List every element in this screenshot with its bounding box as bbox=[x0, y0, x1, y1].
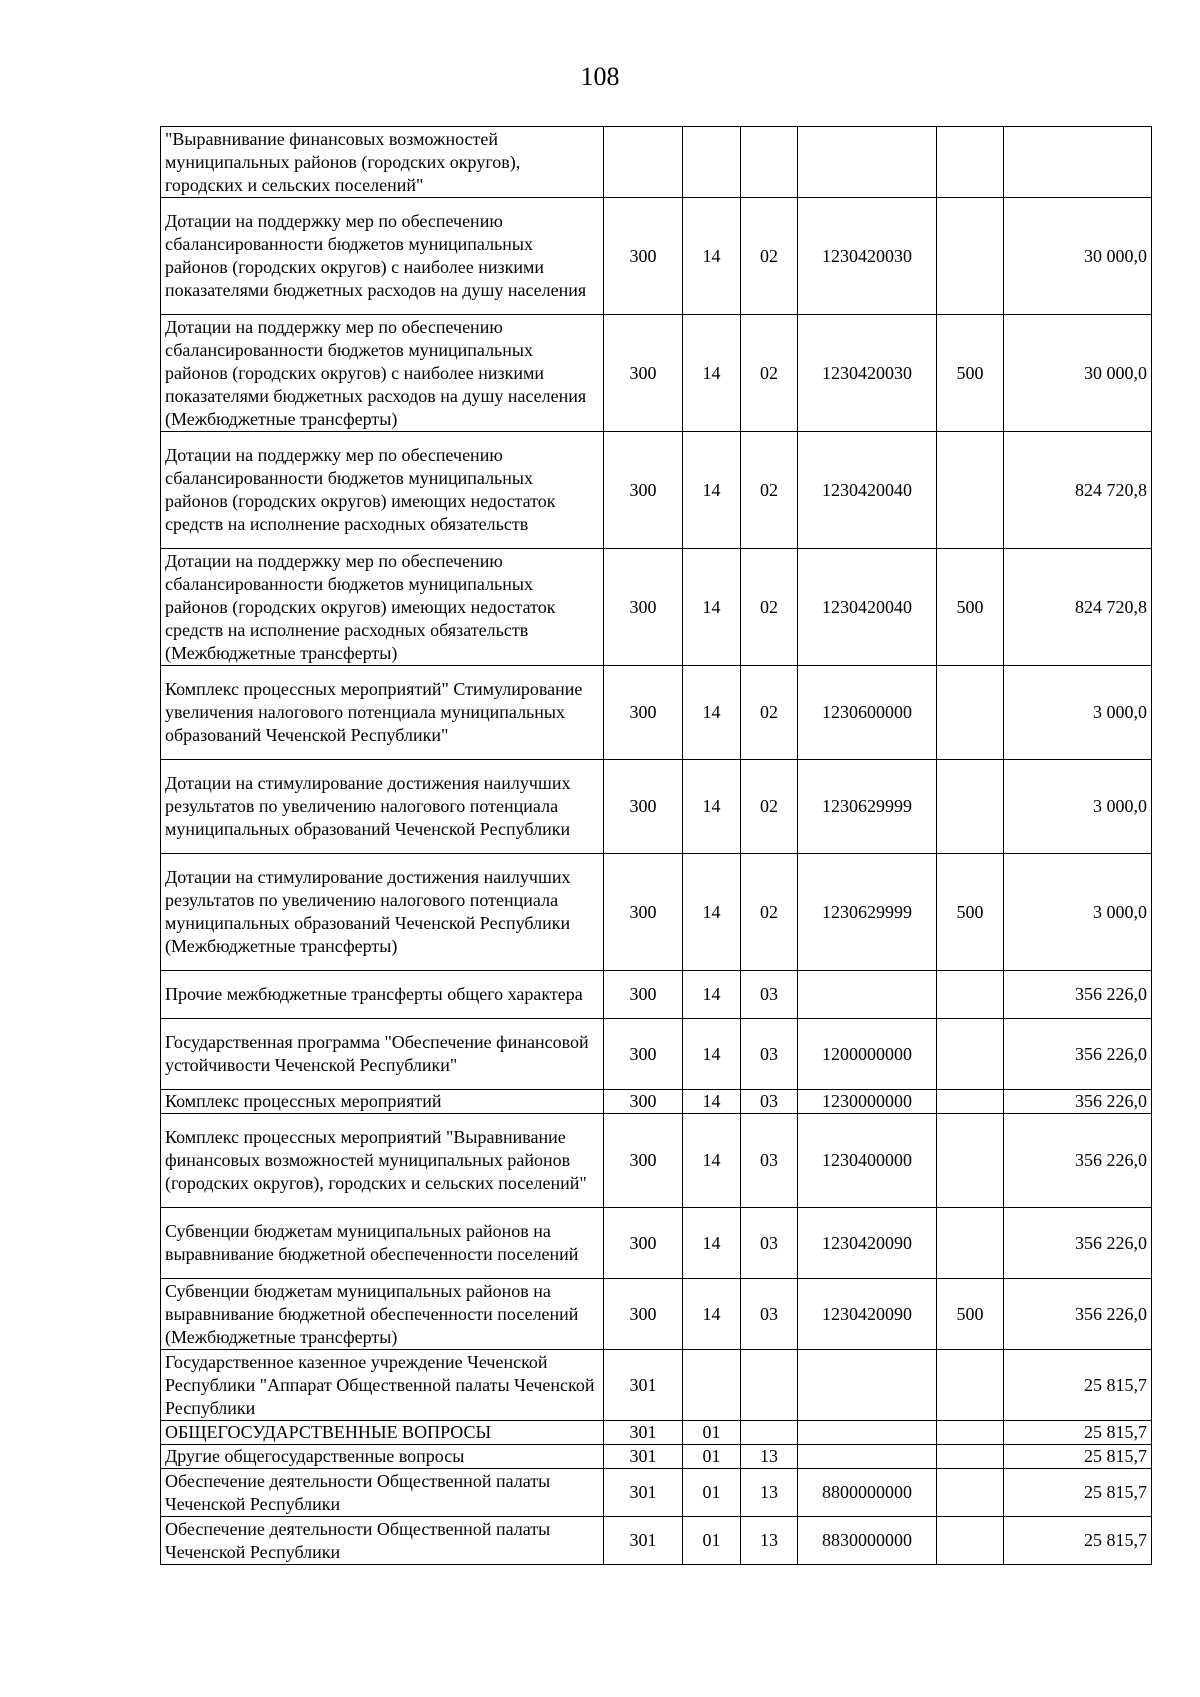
row-sum-cell: 30 000,0 bbox=[1004, 198, 1152, 315]
row-csr-cell bbox=[798, 971, 937, 1019]
row-ved-cell: 300 bbox=[604, 1279, 683, 1350]
row-csr-cell: 1230420030 bbox=[798, 315, 937, 432]
row-name-cell: Субвенции бюджетам муниципальных районов на выравнивание бюджетной обеспеченности поселений (Межбюджетные трансферты) bbox=[161, 1279, 604, 1350]
row-pr-cell: 13 bbox=[741, 1445, 798, 1469]
row-name-cell: Комплекс процессных мероприятий bbox=[161, 1090, 604, 1114]
row-rz-cell: 14 bbox=[683, 854, 741, 971]
table-row bbox=[161, 127, 1152, 198]
table-row bbox=[161, 432, 1152, 549]
row-csr-cell: 8800000000 bbox=[798, 1469, 937, 1517]
row-name-cell: Субвенции бюджетам муниципальных районов на выравнивание бюджетной обеспеченности поселений bbox=[161, 1208, 604, 1279]
row-csr-cell: 1230420040 bbox=[798, 432, 937, 549]
row-sum-cell: 3 000,0 bbox=[1004, 854, 1152, 971]
row-sum-cell: 356 226,0 bbox=[1004, 971, 1152, 1019]
row-csr-cell: 1230420090 bbox=[798, 1208, 937, 1279]
row-name-cell: Дотации на стимулирование достижения наилучших результатов по увеличению налогового потенциала муниципальных образований Чеченской Республики bbox=[161, 760, 604, 854]
row-name-cell: Комплекс процессных мероприятий "Выравнивание финансовых возможностей муниципальных районов (городских округов), городских и сельских поселений" bbox=[161, 1114, 604, 1208]
row-rz-cell: 14 bbox=[683, 432, 741, 549]
row-vr-cell bbox=[937, 1350, 1004, 1421]
row-name-cell: Комплекс процессных мероприятий" Стимулирование увеличения налогового потенциала муниципальных образований Чеченской Республики" bbox=[161, 666, 604, 760]
row-sum-cell: 824 720,8 bbox=[1004, 549, 1152, 666]
row-csr-cell: 1230000000 bbox=[798, 1090, 937, 1114]
row-name-cell: Другие общегосударственные вопросы bbox=[161, 1445, 604, 1469]
row-pr-cell: 13 bbox=[741, 1469, 798, 1517]
row-ved-cell: 300 bbox=[604, 971, 683, 1019]
row-rz-cell: 01 bbox=[683, 1421, 741, 1445]
row-rz-cell: 14 bbox=[683, 760, 741, 854]
row-ved-cell: 300 bbox=[604, 432, 683, 549]
row-name-cell: Обеспечение деятельности Общественной палаты Чеченской Республики bbox=[161, 1469, 604, 1517]
row-name-cell: Дотации на поддержку мер по обеспечению сбалансированности бюджетов муниципальных районов (городских округов) имеющих недостаток средств на исполнение расходных обязательств (Межбюджетные трансферты) bbox=[161, 549, 604, 666]
row-ved-cell: 300 bbox=[604, 1208, 683, 1279]
row-rz-cell: 14 bbox=[683, 549, 741, 666]
row-pr-cell: 02 bbox=[741, 432, 798, 549]
row-rz-cell: 14 bbox=[683, 1279, 741, 1350]
row-rz-cell: 14 bbox=[683, 198, 741, 315]
row-csr-cell bbox=[798, 1421, 937, 1445]
row-csr-cell: 1230600000 bbox=[798, 666, 937, 760]
row-vr-cell bbox=[937, 760, 1004, 854]
table-row bbox=[161, 315, 1152, 432]
row-sum-cell: 356 226,0 bbox=[1004, 1279, 1152, 1350]
table-row bbox=[161, 549, 1152, 666]
row-csr-cell bbox=[798, 1445, 937, 1469]
table-row bbox=[161, 1350, 1152, 1421]
row-vr-cell bbox=[937, 1445, 1004, 1469]
row-pr-cell: 03 bbox=[741, 1019, 798, 1090]
row-sum-cell: 25 815,7 bbox=[1004, 1350, 1152, 1421]
row-pr-cell: 02 bbox=[741, 549, 798, 666]
row-csr-cell: 1230420040 bbox=[798, 549, 937, 666]
row-ved-cell: 301 bbox=[604, 1421, 683, 1445]
row-csr-cell bbox=[798, 1350, 937, 1421]
table-row bbox=[161, 1019, 1152, 1090]
row-ved-cell: 301 bbox=[604, 1350, 683, 1421]
table-row bbox=[161, 971, 1152, 1019]
table-row bbox=[161, 760, 1152, 854]
row-vr-cell bbox=[937, 1090, 1004, 1114]
row-sum-cell: 3 000,0 bbox=[1004, 666, 1152, 760]
row-pr-cell: 02 bbox=[741, 666, 798, 760]
row-name-cell: Обеспечение деятельности Общественной палаты Чеченской Республики bbox=[161, 1517, 604, 1565]
row-sum-cell: 3 000,0 bbox=[1004, 760, 1152, 854]
row-sum-cell bbox=[1004, 127, 1152, 198]
row-sum-cell: 824 720,8 bbox=[1004, 432, 1152, 549]
row-pr-cell: 02 bbox=[741, 198, 798, 315]
table-row bbox=[161, 1469, 1152, 1517]
row-vr-cell bbox=[937, 1517, 1004, 1565]
row-vr-cell: 500 bbox=[937, 315, 1004, 432]
row-vr-cell bbox=[937, 198, 1004, 315]
row-vr-cell bbox=[937, 127, 1004, 198]
row-ved-cell: 301 bbox=[604, 1517, 683, 1565]
row-name-cell: Государственная программа "Обеспечение финансовой устойчивости Чеченской Республики" bbox=[161, 1019, 604, 1090]
row-csr-cell: 1230629999 bbox=[798, 854, 937, 971]
row-pr-cell: 02 bbox=[741, 854, 798, 971]
row-ved-cell: 300 bbox=[604, 315, 683, 432]
row-rz-cell: 01 bbox=[683, 1469, 741, 1517]
row-ved-cell: 300 bbox=[604, 1090, 683, 1114]
row-vr-cell: 500 bbox=[937, 854, 1004, 971]
table-row bbox=[161, 666, 1152, 760]
row-pr-cell: 02 bbox=[741, 760, 798, 854]
row-vr-cell bbox=[937, 1019, 1004, 1090]
row-csr-cell: 1200000000 bbox=[798, 1019, 937, 1090]
row-csr-cell: 1230629999 bbox=[798, 760, 937, 854]
row-vr-cell: 500 bbox=[937, 549, 1004, 666]
row-ved-cell: 300 bbox=[604, 1114, 683, 1208]
row-name-cell: Дотации на поддержку мер по обеспечению сбалансированности бюджетов муниципальных районов (городских округов) имеющих недостаток средств на исполнение расходных обязательств bbox=[161, 432, 604, 549]
row-pr-cell bbox=[741, 127, 798, 198]
row-sum-cell: 356 226,0 bbox=[1004, 1208, 1152, 1279]
row-csr-cell bbox=[798, 127, 937, 198]
row-name-cell: Государственное казенное учреждение Чеченской Республики "Аппарат Общественной палаты Чеченской Республики bbox=[161, 1350, 604, 1421]
row-rz-cell: 14 bbox=[683, 315, 741, 432]
table-row bbox=[161, 1114, 1152, 1208]
row-rz-cell: 14 bbox=[683, 1019, 741, 1090]
row-sum-cell: 356 226,0 bbox=[1004, 1114, 1152, 1208]
row-name-cell: ОБЩЕГОСУДАРСТВЕННЫЕ ВОПРОСЫ bbox=[161, 1421, 604, 1445]
row-pr-cell bbox=[741, 1350, 798, 1421]
row-ved-cell: 301 bbox=[604, 1445, 683, 1469]
row-ved-cell: 300 bbox=[604, 666, 683, 760]
row-pr-cell bbox=[741, 1421, 798, 1445]
row-sum-cell: 30 000,0 bbox=[1004, 315, 1152, 432]
row-name-cell: "Выравнивание финансовых возможностей муниципальных районов (городских округов), городских и сельских поселений" bbox=[161, 127, 604, 198]
row-name-cell: Дотации на поддержку мер по обеспечению сбалансированности бюджетов муниципальных районов (городских округов) с наиболее низкими показателями бюджетных расходов на душу населения bbox=[161, 198, 604, 315]
row-pr-cell: 13 bbox=[741, 1517, 798, 1565]
row-vr-cell bbox=[937, 1208, 1004, 1279]
row-sum-cell: 25 815,7 bbox=[1004, 1421, 1152, 1445]
row-sum-cell: 25 815,7 bbox=[1004, 1469, 1152, 1517]
table-row bbox=[161, 1208, 1152, 1279]
row-ved-cell: 300 bbox=[604, 549, 683, 666]
row-sum-cell: 356 226,0 bbox=[1004, 1019, 1152, 1090]
table-row bbox=[161, 1445, 1152, 1469]
row-csr-cell: 1230400000 bbox=[798, 1114, 937, 1208]
row-rz-cell: 14 bbox=[683, 1208, 741, 1279]
row-sum-cell: 356 226,0 bbox=[1004, 1090, 1152, 1114]
row-ved-cell bbox=[604, 127, 683, 198]
table-row bbox=[161, 198, 1152, 315]
row-csr-cell: 8830000000 bbox=[798, 1517, 937, 1565]
row-vr-cell bbox=[937, 666, 1004, 760]
table-body bbox=[161, 127, 1152, 1565]
table-row bbox=[161, 1517, 1152, 1565]
row-rz-cell: 01 bbox=[683, 1445, 741, 1469]
row-vr-cell bbox=[937, 1469, 1004, 1517]
row-pr-cell: 03 bbox=[741, 971, 798, 1019]
row-vr-cell: 500 bbox=[937, 1279, 1004, 1350]
row-vr-cell bbox=[937, 1421, 1004, 1445]
row-rz-cell bbox=[683, 1350, 741, 1421]
row-name-cell: Прочие межбюджетные трансферты общего характера bbox=[161, 971, 604, 1019]
row-pr-cell: 03 bbox=[741, 1279, 798, 1350]
row-rz-cell: 14 bbox=[683, 971, 741, 1019]
budget-table bbox=[160, 126, 1152, 1565]
row-sum-cell: 25 815,7 bbox=[1004, 1517, 1152, 1565]
row-rz-cell: 14 bbox=[683, 666, 741, 760]
row-csr-cell: 1230420030 bbox=[798, 198, 937, 315]
row-name-cell: Дотации на поддержку мер по обеспечению сбалансированности бюджетов муниципальных районов (городских округов) с наиболее низкими показателями бюджетных расходов на душу населения (Межбюджетные трансферты) bbox=[161, 315, 604, 432]
row-rz-cell: 14 bbox=[683, 1114, 741, 1208]
table-row bbox=[161, 854, 1152, 971]
row-csr-cell: 1230420090 bbox=[798, 1279, 937, 1350]
table-row bbox=[161, 1090, 1152, 1114]
row-ved-cell: 300 bbox=[604, 760, 683, 854]
page-number: 108 bbox=[580, 62, 620, 91]
row-ved-cell: 300 bbox=[604, 198, 683, 315]
table-row bbox=[161, 1421, 1152, 1445]
row-pr-cell: 03 bbox=[741, 1114, 798, 1208]
row-ved-cell: 300 bbox=[604, 854, 683, 971]
table-row bbox=[161, 1279, 1152, 1350]
row-ved-cell: 301 bbox=[604, 1469, 683, 1517]
row-vr-cell bbox=[937, 1114, 1004, 1208]
row-rz-cell: 14 bbox=[683, 1090, 741, 1114]
row-pr-cell: 03 bbox=[741, 1208, 798, 1279]
row-ved-cell: 300 bbox=[604, 1019, 683, 1090]
row-pr-cell: 02 bbox=[741, 315, 798, 432]
row-rz-cell: 01 bbox=[683, 1517, 741, 1565]
row-rz-cell bbox=[683, 127, 741, 198]
row-vr-cell bbox=[937, 432, 1004, 549]
row-name-cell: Дотации на стимулирование достижения наилучших результатов по увеличению налогового потенциала муниципальных образований Чеченской Республики (Межбюджетные трансферты) bbox=[161, 854, 604, 971]
row-pr-cell: 03 bbox=[741, 1090, 798, 1114]
row-sum-cell: 25 815,7 bbox=[1004, 1445, 1152, 1469]
row-vr-cell bbox=[937, 971, 1004, 1019]
